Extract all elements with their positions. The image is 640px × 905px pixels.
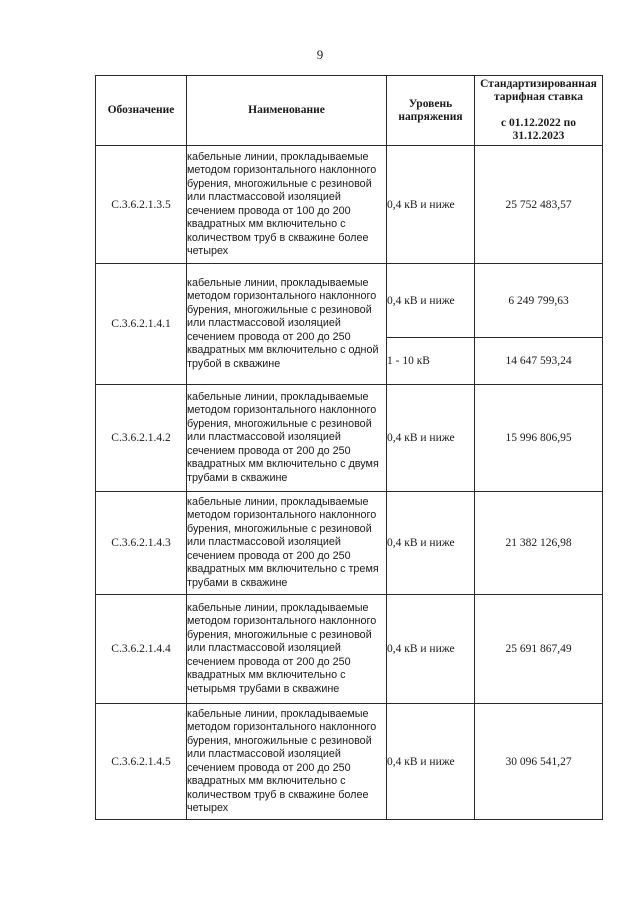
cell-code: С.3.6.2.1.4.2 (96, 385, 187, 492)
tariff-table (95, 75, 603, 820)
header-rate-title: Стандартизированная тарифная ставка (480, 78, 597, 103)
header-rate-period: с 01.12.2022 по 31.12.2023 (501, 117, 576, 142)
header-voltage: Уровень напряжения (387, 76, 475, 146)
cell-rate: 14 647 593,24 (475, 338, 603, 385)
header-name: Наименование (187, 76, 387, 146)
cell-name: кабельные линии, прокладываемые методом горизонтального наклонного бурения, многожильные с резиновой или пластмассовой изоляцией сечением провода от 200 до 250 квадратных мм включительно с количеством труб в скважине более четырех (187, 704, 387, 820)
cell-name: кабельные линии, прокладываемые методом горизонтального наклонного бурения, многожильные с резиновой или пластмассовой изоляцией сечением провода от 100 до 200 квадратных мм включительно с количеством труб в скважине более четырех (187, 146, 387, 264)
cell-rate: 25 752 483,57 (475, 146, 603, 264)
table-row (96, 704, 603, 820)
cell-voltage: 1 - 10 кВ (387, 338, 475, 385)
page-number: 9 (316, 47, 324, 62)
table-row (96, 595, 603, 704)
cell-voltage: 0,4 кВ и ниже (387, 264, 475, 338)
cell-voltage: 0,4 кВ и ниже (387, 704, 475, 820)
cell-name: кабельные линии, прокладываемые методом горизонтального наклонного бурения, многожильные с резиновой или пластмассовой изоляцией сечением провода от 200 до 250 квадратных мм включительно с двумя трубами в скважине (187, 385, 387, 492)
cell-voltage: 0,4 кВ и ниже (387, 492, 475, 595)
table-row (96, 492, 603, 595)
cell-rate: 6 249 799,63 (475, 264, 603, 338)
cell-name: кабельные линии, прокладываемые методом горизонтального наклонного бурения, многожильные с резиновой или пластмассовой изоляцией сечением провода от 200 до 250 квадратных мм включительно с одной трубой в скважине (187, 264, 387, 385)
table-row (96, 264, 603, 338)
table-header-row (96, 76, 603, 146)
cell-code: С.3.6.2.1.3.5 (96, 146, 187, 264)
cell-rate: 30 096 541,27 (475, 704, 603, 820)
cell-rate: 21 382 126,98 (475, 492, 603, 595)
header-code: Обозначение (96, 76, 187, 146)
cell-name: кабельные линии, прокладываемые методом горизонтального наклонного бурения, многожильные с резиновой или пластмассовой изоляцией сечением провода от 200 до 250 квадратных мм включительно с четырьмя трубами в скважине (187, 595, 387, 704)
cell-voltage: 0,4 кВ и ниже (387, 595, 475, 704)
cell-rate: 25 691 867,49 (475, 595, 603, 704)
cell-code: С.3.6.2.1.4.1 (96, 264, 187, 385)
cell-code: С.3.6.2.1.4.4 (96, 595, 187, 704)
cell-voltage: 0,4 кВ и ниже (387, 385, 475, 492)
table-row (96, 385, 603, 492)
cell-code: С.3.6.2.1.4.5 (96, 704, 187, 820)
header-rate (475, 76, 603, 146)
cell-code: С.3.6.2.1.4.3 (96, 492, 187, 595)
table-row (96, 146, 603, 264)
cell-name: кабельные линии, прокладываемые методом горизонтального наклонного бурения, многожильные с резиновой или пластмассовой изоляцией сечением провода от 200 до 250 квадратных мм включительно с тремя трубами в скважине (187, 492, 387, 595)
cell-voltage: 0,4 кВ и ниже (387, 146, 475, 264)
cell-rate: 15 996 806,95 (475, 385, 603, 492)
